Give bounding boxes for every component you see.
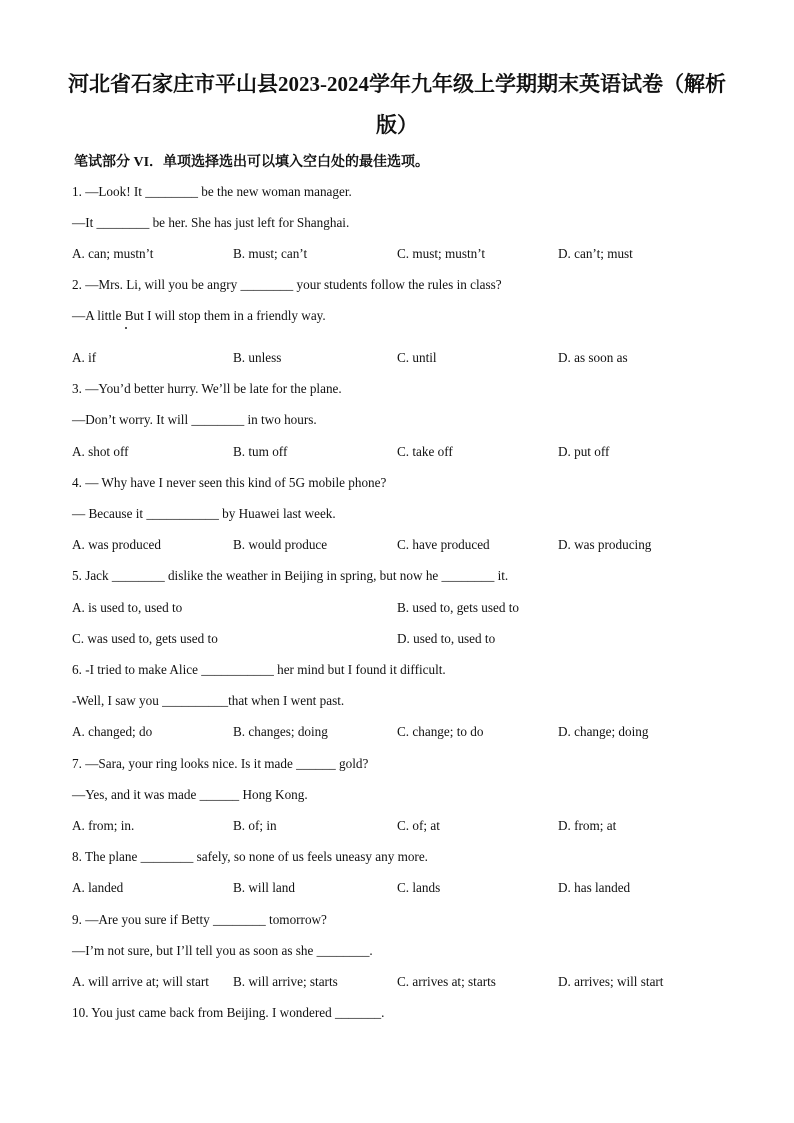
question-6-option-c: C. change; to do bbox=[397, 724, 484, 739]
question-3-option-d: D. put off bbox=[558, 444, 610, 459]
question-4-option-d: D. was producing bbox=[558, 537, 652, 552]
question-7-option-d: D. from; at bbox=[558, 818, 617, 833]
question-6-stem: 6. -I tried to make Alice ___________ her mind but I found it difficult. bbox=[72, 662, 446, 677]
question-10-stem: 10. You just came back from Beijing. I wondered _______. bbox=[72, 1005, 385, 1020]
question-7-response: —Yes, and it was made ______ Hong Kong. bbox=[72, 787, 308, 802]
question-4-stem: 4. — Why have I never seen this kind of 5G mobile phone? bbox=[72, 475, 387, 490]
question-6-option-a: A. changed; do bbox=[72, 724, 153, 739]
question-9-stem: 9. —Are you sure if Betty ________ tomorrow? bbox=[72, 912, 327, 927]
question-1-option-d: D. can’t; must bbox=[558, 246, 633, 261]
question-5-option-a: A. is used to, used to bbox=[72, 600, 183, 615]
question-6-option-d: D. change; doing bbox=[558, 724, 649, 739]
question-5-stem: 5. Jack ________ dislike the weather in Beijing in spring, but now he ________ it. bbox=[72, 568, 509, 583]
question-1-stem: 1. —Look! It ________ be the new woman manager. bbox=[72, 184, 352, 199]
document-title-line-2: 版） bbox=[376, 113, 418, 137]
section-heading: 笔试部分 VI．单项选择选出可以填入空白处的最佳选项。 bbox=[74, 155, 430, 170]
question-4-option-a: A. was produced bbox=[72, 537, 161, 552]
document-title-line-1: 河北省石家庄市平山县2023-2024学年九年级上学期期末英语试卷（解析 bbox=[68, 72, 726, 96]
question-9-option-a: A. will arrive at; will start bbox=[72, 974, 209, 989]
question-8-stem: 8. The plane ________ safely, so none of us feels uneasy any more. bbox=[72, 849, 428, 864]
question-9-option-b: B. will arrive; starts bbox=[233, 974, 338, 989]
question-3-option-b: B. tum off bbox=[233, 444, 288, 459]
question-8-option-c: C. lands bbox=[397, 880, 441, 895]
question-9-option-d: D. arrives; will start bbox=[558, 974, 664, 989]
question-8-option-a: A. landed bbox=[72, 880, 124, 895]
question-2-option-d: D. as soon as bbox=[558, 350, 628, 365]
question-9-response: —I’m not sure, but I’ll tell you as soon as she ________. bbox=[72, 943, 373, 958]
question-4-option-c: C. have produced bbox=[397, 537, 490, 552]
question-1-option-b: B. must; can’t bbox=[233, 246, 308, 261]
question-4-response: — Because it ___________ by Huawei last week. bbox=[72, 506, 336, 521]
question-5-option-c: C. was used to, gets used to bbox=[72, 631, 218, 646]
question-8-option-d: D. has landed bbox=[558, 880, 631, 895]
question-3-option-a: A. shot off bbox=[72, 444, 129, 459]
question-9-option-c: C. arrives at; starts bbox=[397, 974, 496, 989]
question-6-response: -Well, I saw you __________that when I went past. bbox=[72, 693, 345, 708]
question-5-option-d: D. used to, used to bbox=[397, 631, 496, 646]
question-2-stem: 2. —Mrs. Li, will you be angry ________ your students follow the rules in class? bbox=[72, 277, 502, 292]
question-7-option-b: B. of; in bbox=[233, 818, 277, 833]
question-7-option-a: A. from; in. bbox=[72, 818, 135, 833]
question-8-option-b: B. will land bbox=[233, 880, 295, 895]
question-7-stem: 7. —Sara, your ring looks nice. Is it made ______ gold? bbox=[72, 756, 369, 771]
question-7-option-c: C. of; at bbox=[397, 818, 440, 833]
stray-dot-mark bbox=[125, 327, 127, 329]
question-1-option-a: A. can; mustn’t bbox=[72, 246, 154, 261]
question-2-response: —A little But I will stop them in a friendly way. bbox=[72, 308, 326, 323]
question-1-option-c: C. must; mustn’t bbox=[397, 246, 486, 261]
question-3-option-c: C. take off bbox=[397, 444, 453, 459]
question-3-response: —Don’t worry. It will ________ in two hours. bbox=[72, 412, 317, 427]
question-1-response: —It ________ be her. She has just left for Shanghai. bbox=[72, 215, 350, 230]
question-2-option-b: B. unless bbox=[233, 350, 282, 365]
question-2-option-c: C. until bbox=[397, 350, 437, 365]
question-4-option-b: B. would produce bbox=[233, 537, 328, 552]
question-3-stem: 3. —You’d better hurry. We’ll be late for the plane. bbox=[72, 381, 342, 396]
question-2-option-a: A. if bbox=[72, 350, 97, 365]
question-6-option-b: B. changes; doing bbox=[233, 724, 328, 739]
question-5-option-b: B. used to, gets used to bbox=[397, 600, 519, 615]
